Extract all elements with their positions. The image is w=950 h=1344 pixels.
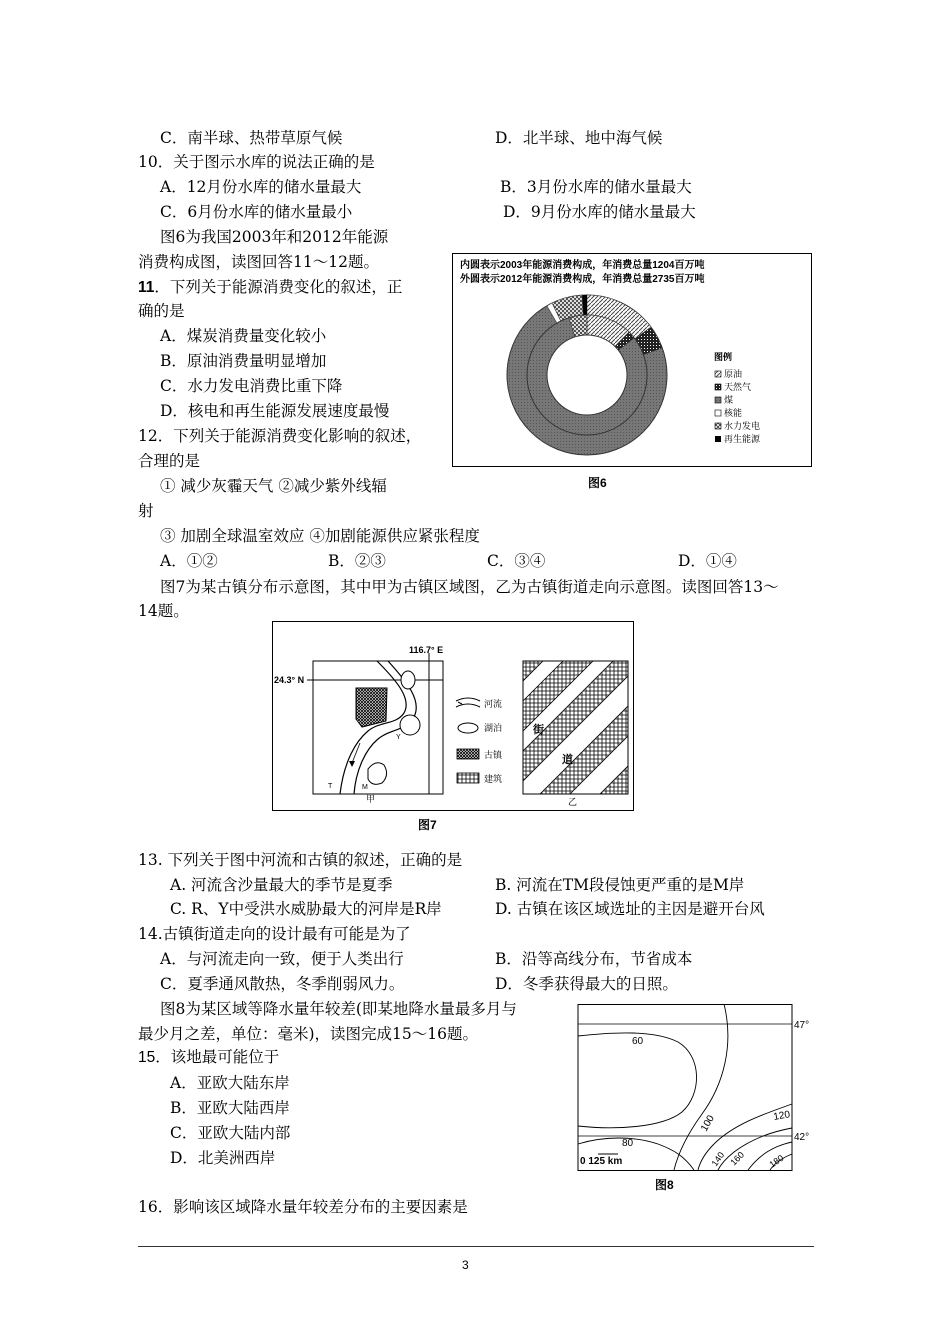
- q12-stem: 12．下列关于能源消费变化影响的叙述，: [138, 427, 422, 445]
- fig7-street-char-2: 道: [562, 754, 573, 766]
- fig6-legend-oil: 原油: [724, 369, 743, 379]
- q11-option-b: B．原油消费量明显增加: [160, 352, 327, 370]
- fig6-legend-nuclear: 核能: [724, 408, 743, 418]
- page-number: 3: [462, 1258, 469, 1272]
- fig8-label-180: 180: [767, 1152, 786, 1170]
- q11-stem: [138, 277, 402, 298]
- fig7-legend-town: 古镇: [484, 750, 503, 760]
- q12-option-b: B．②③: [328, 552, 386, 570]
- q9-option-d: D．北半球、地中海气候: [495, 129, 663, 147]
- fig6-caption: 图6: [588, 476, 607, 490]
- intro7-line1: 图7为某古镇分布示意图，其中甲为古镇区域图，乙为古镇街道走向示意图。读图回答13～: [160, 578, 779, 596]
- q14-option-d: D．冬季获得最大的日照。: [495, 975, 678, 993]
- q15-option-d: D．北美洲西岸: [170, 1149, 276, 1167]
- fig8-lat-top: 47°: [794, 1020, 810, 1031]
- fig7-lake-1: [401, 671, 415, 689]
- legend-nuclear-swatch: [715, 410, 721, 416]
- q13-option-c: C. R、Y中受洪水威胁最大的河岸是R岸: [170, 900, 442, 918]
- intro6-line2: 消费构成图，读图回答11～12题。: [138, 253, 379, 271]
- footer-rule: [138, 1246, 814, 1247]
- fig6-legend-renewable: 再生能源: [724, 434, 761, 444]
- fig7-legend-lake-swatch: [458, 723, 478, 733]
- legend-gas-swatch: [715, 384, 721, 390]
- q12-stem-line2: 合理的是: [138, 452, 201, 470]
- fig7-legend-building-swatch: [457, 773, 479, 783]
- q12-option-c: C．③④: [487, 552, 546, 570]
- fig6-header-line2: 外圆表示2012年能源消费构成，年消费总量2735百万吨: [460, 274, 705, 285]
- intro7-line2: 14题。: [138, 602, 189, 620]
- fig7-lake-3: [368, 763, 387, 785]
- q16-stem: 16．影响该区域降水量年较差分布的主要因素是: [138, 1198, 468, 1216]
- fig7-longitude: 116.7° E: [409, 645, 444, 655]
- q10-option-b: B．3月份水库的储水量最大: [500, 178, 692, 196]
- legend-hydro-swatch: [715, 423, 721, 429]
- q11-option-c: C．水力发电消费比重下降: [160, 377, 343, 395]
- fig7-point-m: M: [362, 784, 368, 791]
- legend-oil-swatch: [715, 371, 721, 377]
- q13-option-a: A. 河流含沙量最大的季节是夏季: [170, 876, 393, 894]
- fig6-legend-gas: 天然气: [724, 382, 752, 392]
- q14-option-c: C．夏季通风散热，冬季削弱风力。: [160, 975, 405, 993]
- q12-option-d: D．①④: [678, 552, 737, 570]
- q15-option-b: B．亚欧大陆西岸: [170, 1099, 290, 1117]
- fig8-label-160: 160: [728, 1149, 747, 1168]
- q10-option-d: D．9月份水库的储水量最大: [503, 203, 696, 221]
- intro8-line2: 最少月之差，单位：毫米)，读图完成15～16题。: [138, 1025, 478, 1043]
- fig8-lat-bottom: 42°: [794, 1132, 810, 1143]
- fig7-legend-lake: 湖泊: [484, 723, 503, 733]
- q11-option-a: A．煤炭消费量变化较小: [160, 327, 327, 345]
- q12-items-line1: ① 减少灰霾天气 ②减少紫外线辐: [160, 477, 387, 495]
- figure-6: [452, 253, 812, 467]
- legend-renewable-swatch: [715, 436, 721, 442]
- fig7-point-y: Y: [396, 734, 401, 741]
- q12-option-a: A．①②: [160, 552, 218, 570]
- q15-option-c: C．亚欧大陆内部: [170, 1124, 291, 1142]
- q10-option-a: A．12月份水库的储水量最大: [160, 178, 362, 196]
- q15-option-a: A．亚欧大陆东岸: [170, 1074, 290, 1092]
- intro8-line1: 图8为某区域等降水量年较差(即某地降水量最多月与: [160, 1000, 517, 1018]
- q14-option-b: B．沿等高线分布，节省成本: [495, 950, 693, 968]
- fig6-legend-hydro: 水力发电: [724, 421, 761, 431]
- figure-8: [574, 1004, 822, 1174]
- fig7-ancient-town: [356, 688, 387, 727]
- fig8-scale: 0 125 km: [580, 1156, 623, 1167]
- fig7-street-char-1: 街: [533, 724, 544, 736]
- q12-items-line2: ③ 加剧全球温室效应 ④加剧能源供应紧张程度: [160, 527, 480, 545]
- q11-number: 11: [138, 279, 155, 296]
- q11-option-d: D．核电和再生能源发展速度最慢: [160, 402, 390, 420]
- fig7-label-jia: 甲: [366, 794, 376, 804]
- intro6-line1: 图6为我国2003年和2012年能源: [160, 228, 389, 246]
- q10-option-c: C．6月份水库的储水量最小: [160, 203, 353, 221]
- q13-option-b: B. 河流在TM段侵蚀更严重的是M岸: [495, 876, 745, 894]
- fig6-header-line1: 内圆表示2003年能源消费构成，年消费总量1204百万吨: [460, 260, 705, 271]
- fig7-legend-town-swatch: [457, 749, 479, 759]
- fig6-legend-title: 图例: [714, 352, 733, 362]
- fig8-label-100: 100: [699, 1113, 717, 1134]
- fig7-point-t: T: [328, 783, 333, 790]
- q14-stem: 14.古镇街道走向的设计最有可能是为了: [138, 925, 411, 943]
- q11-stem-text: ．下列关于能源消费变化的叙述，正: [154, 278, 403, 296]
- fig7-legend-building: 建筑: [484, 774, 503, 784]
- fig8-label-140: 140: [709, 1150, 727, 1169]
- fig7-lake-2: [400, 715, 420, 735]
- fig8-label-120: 120: [772, 1109, 791, 1123]
- q10-stem: 10．关于图示水库的说法正确的是: [138, 153, 375, 171]
- fig7-caption: 图7: [418, 818, 437, 832]
- fig6-legend-coal: 煤: [724, 395, 734, 405]
- fig8-label-80: 80: [622, 1138, 634, 1149]
- legend-coal-swatch: [715, 397, 721, 403]
- q9-option-c: C．南半球、热带草原气候: [160, 129, 343, 147]
- fig8-caption: 图8: [655, 1178, 674, 1192]
- q13-option-d: D. 古镇在该区域选址的主因是避开台风: [495, 900, 765, 918]
- fig7-latitude: 24.3° N: [274, 675, 305, 685]
- q13-stem: 13. 下列关于图中河流和古镇的叙述，正确的是: [138, 851, 463, 869]
- fig6-donut: [507, 295, 667, 455]
- fig8-label-60: 60: [632, 1036, 644, 1047]
- fig7-label-yi: 乙: [568, 797, 578, 807]
- figure-7: [272, 621, 634, 811]
- fig7-legend-river: 河流: [484, 699, 503, 709]
- q15-stem: 15．该地最可能位于: [138, 1049, 280, 1066]
- q12-items-line1b: 射: [138, 502, 154, 520]
- q11-stem-line2: 确的是: [138, 302, 185, 320]
- q14-option-a: A．与河流走向一致，便于人类出行: [160, 950, 404, 968]
